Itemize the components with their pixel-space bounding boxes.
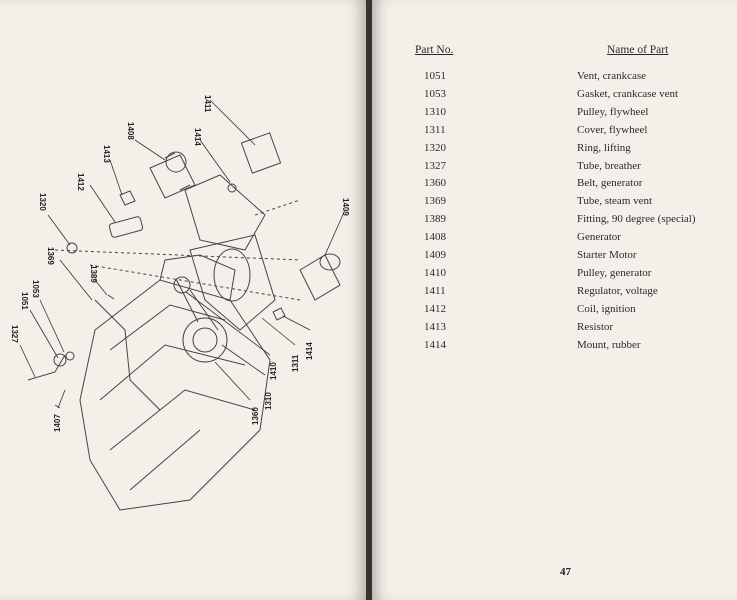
callout-1320: 1320 bbox=[38, 193, 47, 211]
engine-block bbox=[80, 280, 270, 510]
generator bbox=[150, 153, 195, 198]
table-row bbox=[372, 124, 737, 142]
callout-1414-bottom: 1414 bbox=[305, 342, 314, 360]
part-name: Tube, steam vent bbox=[577, 195, 653, 208]
part-number: 1327 bbox=[424, 159, 446, 172]
part-number: 1409 bbox=[424, 249, 446, 261]
callout-1327: 1327 bbox=[10, 325, 19, 343]
part-number: 1053 bbox=[424, 87, 446, 100]
table-row bbox=[372, 267, 737, 285]
table-row bbox=[372, 231, 737, 249]
voltage-regulator bbox=[241, 133, 280, 173]
resistor bbox=[120, 191, 135, 205]
callout-1311: 1311 bbox=[291, 354, 300, 372]
part-name: Pulley, flywheel bbox=[577, 105, 649, 118]
right-page bbox=[372, 0, 737, 600]
ignition-coil bbox=[109, 216, 144, 238]
part-name: Vent, crankcase bbox=[577, 70, 647, 82]
part-number: 1310 bbox=[424, 105, 446, 118]
column-header-name-of-part: Name of Part bbox=[607, 44, 669, 56]
part-name: Cover, flywheel bbox=[577, 123, 648, 136]
part-name: Resistor bbox=[577, 320, 614, 333]
part-number: 1389 bbox=[424, 213, 446, 226]
part-name: Fitting, 90 degree (special) bbox=[577, 213, 696, 226]
part-number: 1414 bbox=[424, 338, 446, 351]
table-row bbox=[372, 177, 737, 195]
column-header-part-no: Part No. bbox=[415, 44, 454, 56]
callout-1051: 1051 bbox=[20, 292, 29, 310]
callout-1411: 1411 bbox=[203, 95, 212, 113]
table-row bbox=[372, 160, 737, 178]
part-name: Tube, breather bbox=[577, 159, 641, 172]
left-page bbox=[0, 0, 368, 600]
part-number: 1413 bbox=[424, 320, 446, 333]
table-row bbox=[372, 70, 737, 88]
table-row bbox=[372, 339, 737, 357]
part-number: 1412 bbox=[424, 302, 446, 315]
part-number: 1408 bbox=[424, 231, 446, 244]
callout-1414-top: 1414 bbox=[193, 128, 202, 146]
part-number: 1369 bbox=[424, 195, 446, 208]
callout-1389: 1389 bbox=[89, 265, 98, 283]
callout-1408: 1408 bbox=[126, 122, 135, 140]
table-row bbox=[372, 249, 737, 267]
part-name: Coil, ignition bbox=[577, 302, 636, 315]
part-number: 1410 bbox=[424, 266, 446, 279]
callout-1360: 1360 bbox=[251, 407, 260, 425]
table-row bbox=[372, 142, 737, 160]
callout-1407: 1407 bbox=[53, 414, 62, 432]
page-number: 47 bbox=[560, 566, 571, 578]
part-number: 1411 bbox=[424, 284, 446, 297]
part-name: Gasket, crankcase vent bbox=[577, 87, 679, 100]
part-name: Starter Motor bbox=[577, 249, 637, 261]
part-number: 1360 bbox=[424, 177, 446, 190]
rubber-mount bbox=[273, 308, 285, 320]
callout-1413: 1413 bbox=[102, 145, 111, 163]
callout-1310: 1310 bbox=[264, 392, 273, 410]
steam-vent-tube bbox=[95, 300, 160, 410]
table-row bbox=[372, 106, 737, 124]
callout-1409: 1409 bbox=[341, 198, 350, 216]
table-row bbox=[372, 213, 737, 231]
table-row bbox=[372, 303, 737, 321]
callout-1369: 1369 bbox=[46, 247, 55, 265]
exploded-engine-diagram bbox=[0, 0, 368, 600]
table-row bbox=[372, 321, 737, 339]
table-row bbox=[372, 88, 737, 106]
part-name: Pulley, generator bbox=[577, 266, 652, 279]
callout-1412: 1412 bbox=[76, 173, 85, 191]
part-number: 1311 bbox=[424, 123, 446, 136]
lifting-ring bbox=[67, 243, 77, 253]
part-name: Mount, rubber bbox=[577, 338, 641, 351]
table-row bbox=[372, 195, 737, 213]
part-name: Generator bbox=[577, 231, 621, 244]
part-name: Regulator, voltage bbox=[577, 284, 658, 297]
part-number: 1051 bbox=[424, 70, 446, 82]
callout-1410: 1410 bbox=[269, 362, 278, 380]
callout-1053: 1053 bbox=[31, 280, 40, 298]
part-number: 1320 bbox=[424, 141, 446, 154]
part-name: Ring, lifting bbox=[577, 141, 631, 154]
generator-bracket bbox=[185, 175, 265, 250]
part-name: Belt, generator bbox=[577, 177, 643, 190]
table-row bbox=[372, 285, 737, 303]
breather-tube bbox=[28, 355, 65, 380]
